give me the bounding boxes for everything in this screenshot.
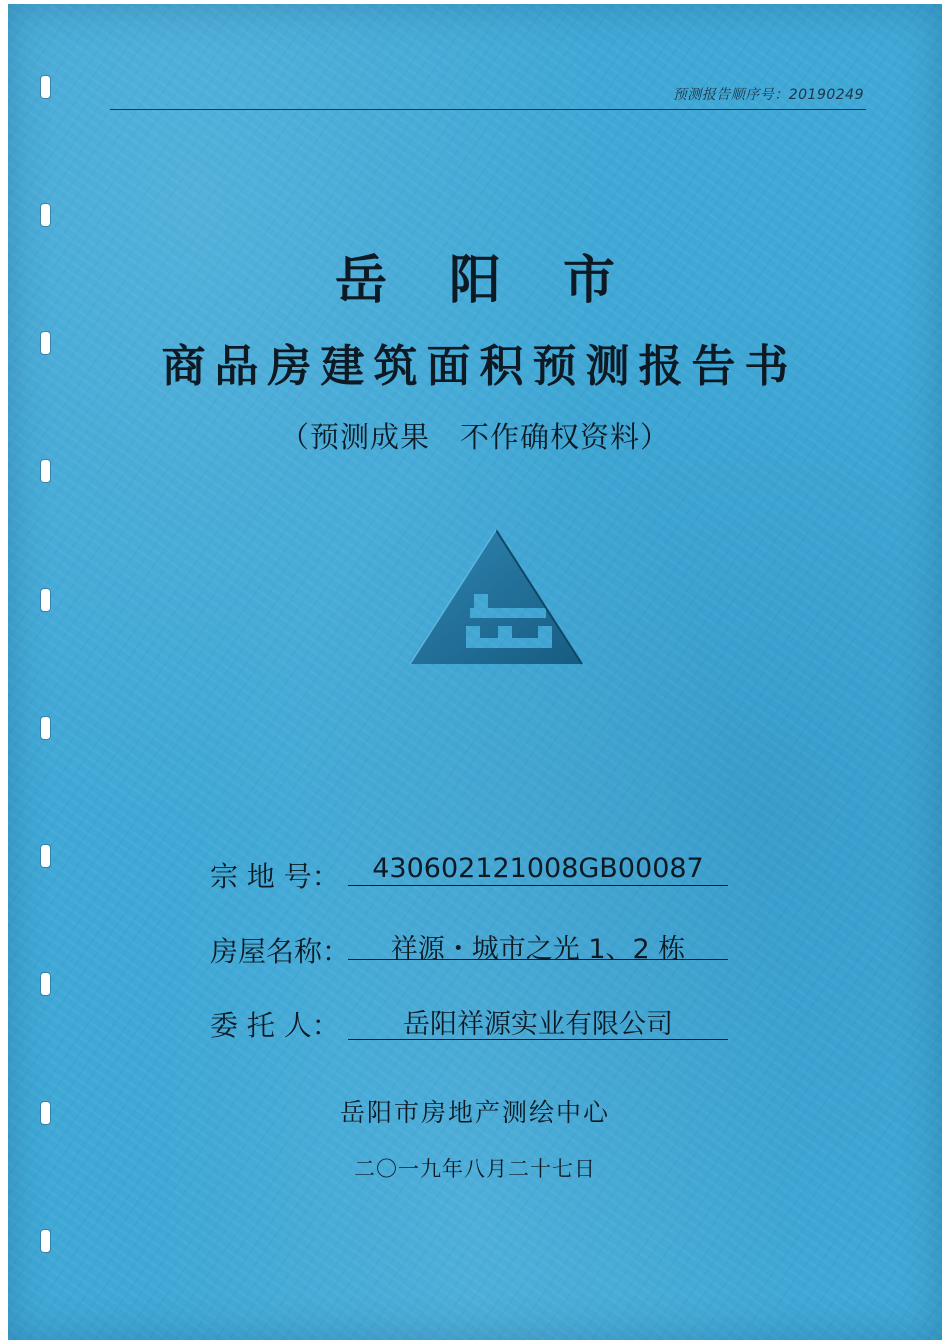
page-title: 商品房建筑面积预测报告书 [161, 341, 798, 392]
issue-date: 二〇一九年八月二十七日 [354, 1157, 596, 1181]
binding-hole [41, 460, 50, 482]
issuing-organization: 岳阳市房地产测绘中心 [339, 1098, 610, 1127]
building-name-label: 房屋名称： [210, 935, 351, 968]
building-name-rule [348, 959, 728, 960]
parcel-number-label: 宗 地 号： [210, 860, 340, 893]
binding-hole [41, 1230, 50, 1252]
page-subtitle: （预测成果 不作确权资料） [279, 420, 670, 454]
binding-hole [41, 76, 50, 98]
binding-hole [41, 845, 50, 867]
building-name-value: 祥源・城市之光 1、2 栋 [390, 934, 686, 965]
logo-triangle [410, 530, 582, 664]
client-label: 委 托 人： [210, 1009, 340, 1042]
binding-hole [41, 589, 50, 611]
binding-hole [41, 204, 50, 226]
client-value: 岳阳祥源实业有限公司 [403, 1009, 673, 1040]
parcel-number-rule [348, 885, 728, 886]
header-rule [110, 109, 866, 110]
report-sequence-number: 预测报告顺序号：20190249 [672, 87, 864, 103]
parcel-number-value: 430602121008GB00087 [372, 853, 704, 884]
binding-hole [41, 717, 50, 739]
binding-hole [41, 973, 50, 995]
title-city: 岳阳市 [334, 250, 677, 311]
yue-triangle-logo-icon [406, 528, 586, 673]
client-rule [348, 1039, 728, 1040]
